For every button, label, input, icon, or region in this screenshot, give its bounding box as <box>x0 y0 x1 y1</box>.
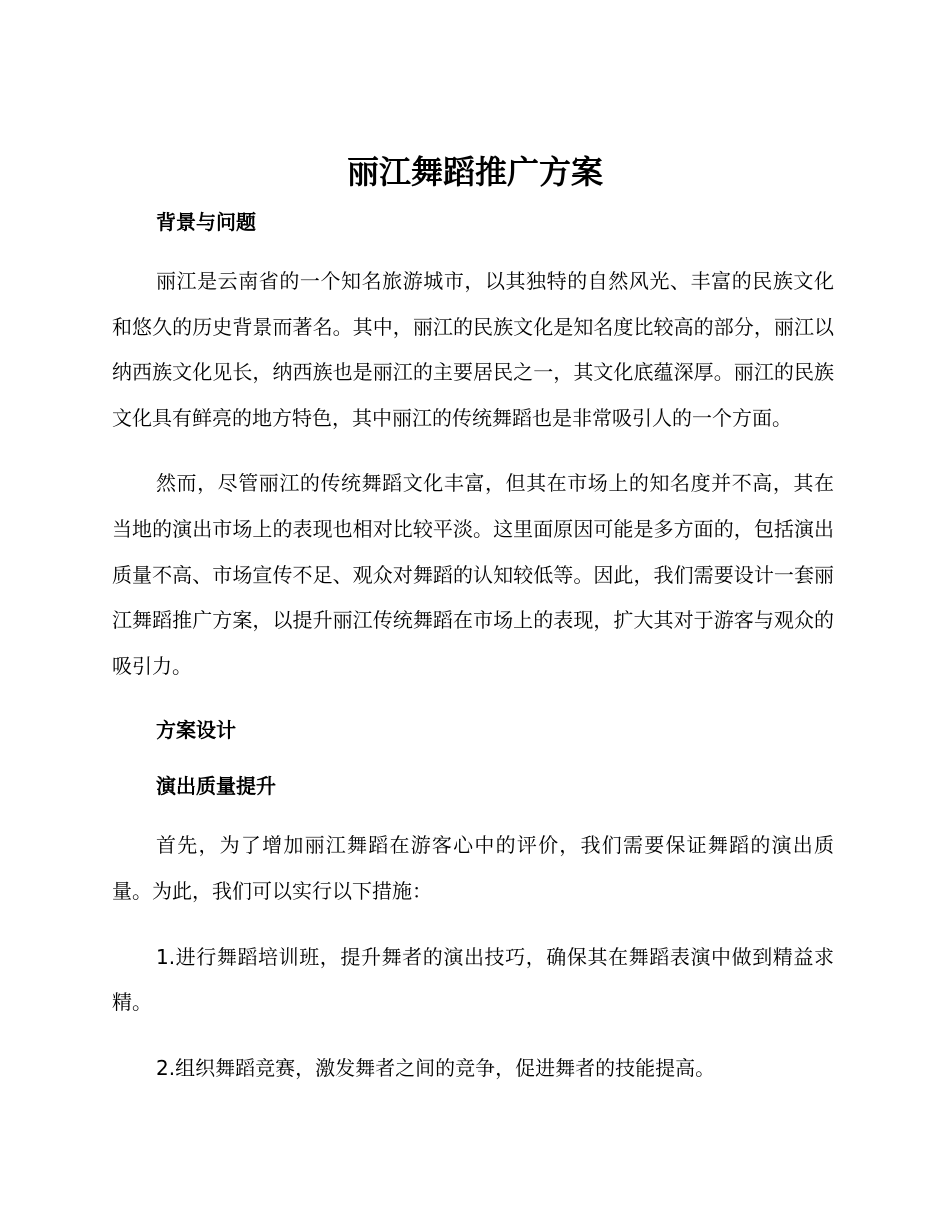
section-heading-quality: 演出质量提升 <box>156 774 276 799</box>
spacer <box>112 441 834 461</box>
document-body <box>112 203 834 1091</box>
document-title: 丽江舞蹈推广方案 <box>346 153 603 191</box>
spacer <box>112 805 834 823</box>
section-heading-background: 背景与问题 <box>156 210 256 234</box>
spacer <box>112 1026 834 1046</box>
paragraph-background-2: 然而，尽管丽江的传统舞蹈文化丰富，但其在市场上的知名度并不高，其在当地的演出市场上的表现也相对比较平淡。这里面原因可能是多方面的，包括演出质量不高、市场宣传不足、观众对舞蹈的认知较低等。因此，我们需要设计一套丽江舞蹈推广方案，以提升丽江传统舞蹈在市场上的表现，扩大其对于游客与观众的吸引力。 <box>112 471 834 678</box>
spacer <box>112 915 834 935</box>
measure-item-2: 2.组织舞蹈竞赛，激发舞者之间的竞争，促进舞者的技能提高。 <box>156 1055 716 1080</box>
spacer <box>112 749 834 767</box>
paragraph-quality-1: 首先，为了增加丽江舞蹈在游客心中的评价，我们需要保证舞蹈的演出质量。为此，我们可以实行以下措施： <box>112 833 834 903</box>
spacer <box>112 241 834 259</box>
measure-item-1: 1.进行舞蹈培训班，提升舞者的演出技巧，确保其在舞蹈表演中做到精益求精。 <box>112 944 834 1015</box>
paragraph-background-1: 丽江是云南省的一个知名旅游城市，以其独特的自然风光、丰富的民族文化和悠久的历史背景而著名。其中，丽江的民族文化是知名度比较高的部分，丽江以纳西族文化见长，纳西族也是丽江的主要居民之一，其文化底蕴深厚。丽江的民族文化具有鲜亮的地方特色，其中丽江的传统舞蹈也是非常吸引人的一个方面。 <box>112 269 834 430</box>
section-heading-design: 方案设计 <box>156 718 236 743</box>
spacer <box>112 689 834 711</box>
